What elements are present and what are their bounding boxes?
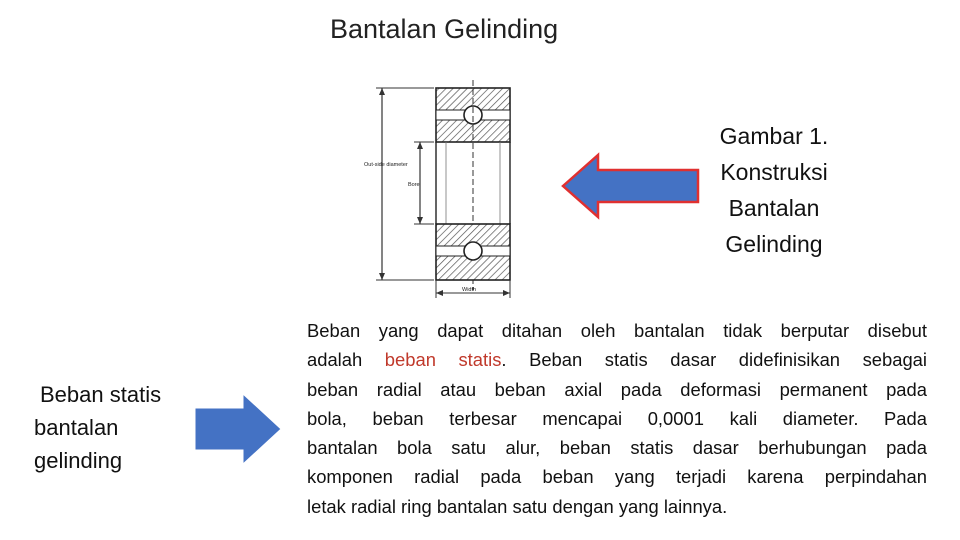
- caption-line-4: Gelinding: [725, 231, 823, 257]
- caption-line-2: Konstruksi: [720, 159, 828, 185]
- body-line-7: letak radial ring bantalan satu dengan yang lainnya.: [307, 495, 728, 517]
- caption-line-3: Bantalan: [728, 195, 820, 221]
- body-line-1: Beban yang dapat ditahan oleh bantalan tidak berputar disebut: [307, 320, 927, 341]
- outside-diameter-label: Out-side diameter: [364, 162, 408, 168]
- caption-line-1: Gambar 1.: [719, 123, 829, 149]
- left-arrow-icon: [560, 152, 702, 220]
- body-line-5: bantalan bola satu alur, beban statis dasar berhubungan pada: [307, 437, 927, 459]
- side-label: [34, 378, 161, 477]
- highlight-beban-statis: beban statis: [384, 349, 502, 371]
- body-line-2-start: adalah: [307, 349, 385, 371]
- body-line-6: komponen radial pada beban yang terjadi karena perpindahan: [307, 466, 927, 488]
- side-label-line-3: gelinding: [34, 448, 123, 473]
- body-line-3: beban radial atau beban axial pada deformasi permanent pada: [307, 378, 927, 400]
- side-label-line-1: Beban statis: [40, 382, 162, 407]
- page-title: Bantalan Gelinding: [330, 14, 559, 44]
- body-line-4: bola, beban terbesar mencapai 0,0001 kali diameter. Pada: [307, 407, 927, 429]
- bore-label: Bore: [408, 182, 420, 188]
- body-line-2-end: . Beban statis dasar didefinisikan sebagai: [501, 349, 927, 371]
- width-label: Width: [462, 287, 477, 293]
- bearing-diagram: [362, 80, 522, 302]
- body-paragraph: [307, 316, 927, 521]
- side-label-line-2: bantalan: [34, 415, 119, 440]
- body-line-2: [307, 345, 927, 374]
- right-arrow-icon: [193, 392, 283, 466]
- figure-caption: [700, 118, 848, 262]
